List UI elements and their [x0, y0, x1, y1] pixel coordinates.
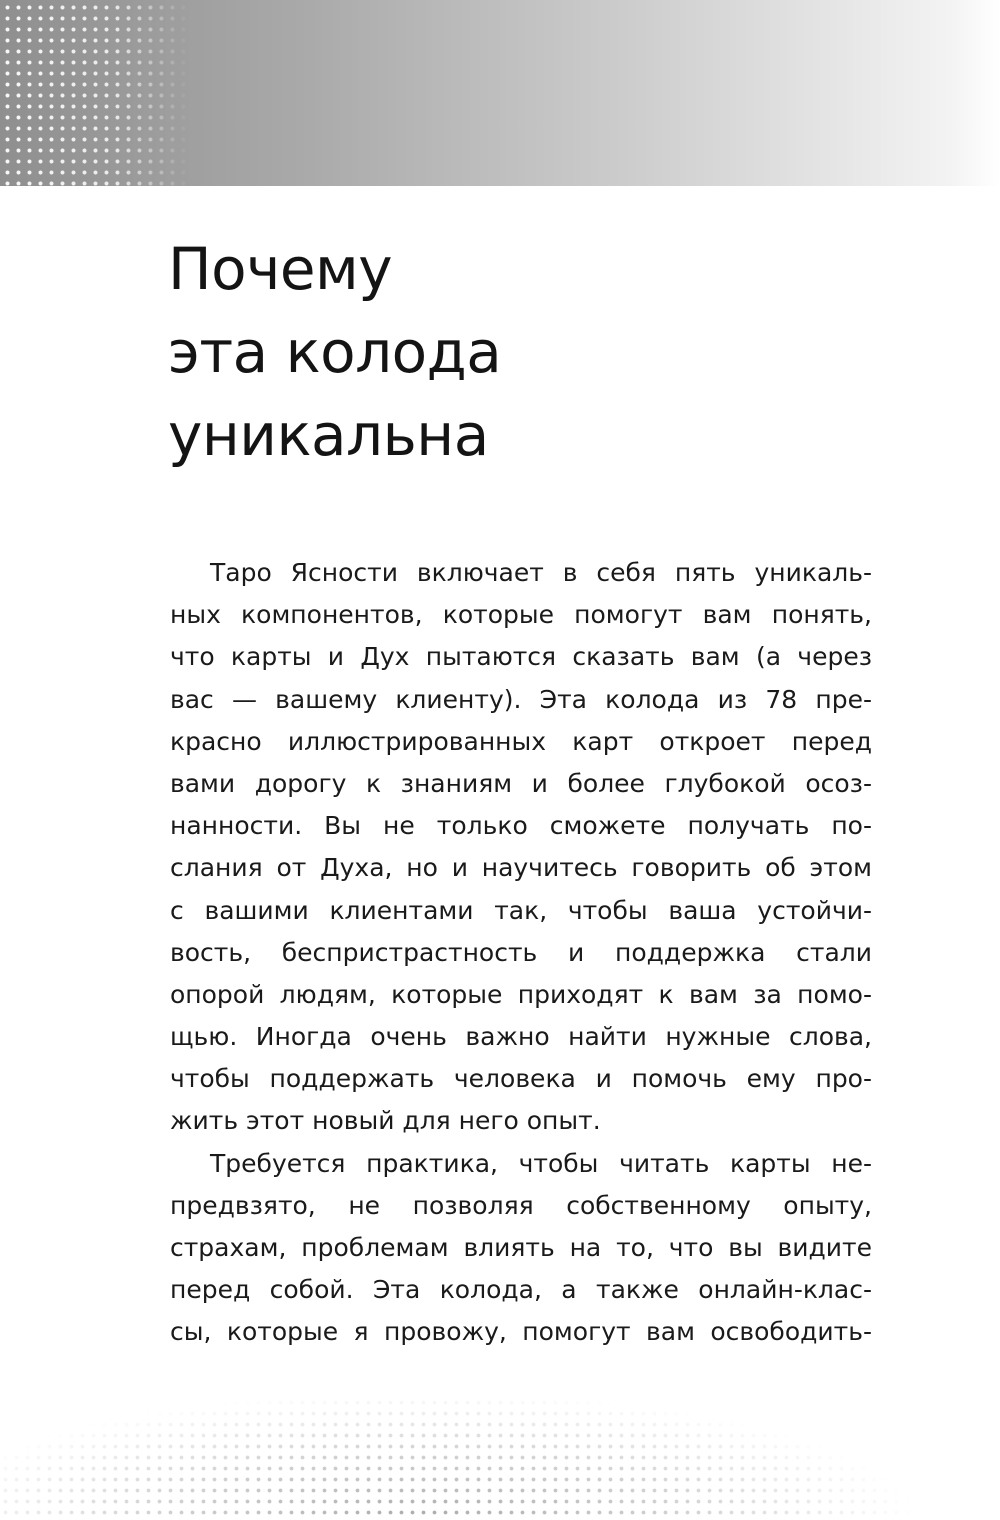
text-line: опорой людям, которые приходят к вам за помо- [170, 979, 872, 1009]
text-line: что карты и Дух пытаются сказать вам (а через [170, 642, 872, 672]
text-line: сы, которые я провожу, помогут вам освободить- [170, 1317, 872, 1347]
paragraph-2 [170, 1143, 872, 1354]
text-line: вами дорогу к знаниям и более глубокой осоз- [170, 768, 872, 798]
text-line: слания от Духа, но и научитесь говорить об этом [170, 853, 872, 883]
text-line: вость, беспристрастность и поддержка стали [170, 937, 872, 967]
text-line: Таро Ясности включает в себя пять уникаль- [210, 558, 872, 587]
text-line: нанности. Вы не только сможете получать по- [170, 811, 872, 841]
paragraph-1 [170, 552, 872, 1143]
chapter-title [168, 228, 888, 477]
body-text [170, 552, 872, 1354]
text-line: жить этот новый для него опыт. [170, 1106, 601, 1136]
text-line: с вашими клиентами так, чтобы ваша устойчи- [170, 895, 872, 925]
text-line: ных компонентов, которые помогут вам понять, [170, 600, 872, 630]
text-line: вас — вашему клиенту). Эта колода из 78 пре- [170, 684, 872, 714]
chapter-title-line: уникальна [168, 401, 489, 469]
text-line: чтобы поддержать человека и помочь ему про- [170, 1064, 872, 1094]
text-line: предвзято, не позволяя собственному опыту, [170, 1190, 872, 1220]
text-line: красно иллюстрированных карт откроет перед [170, 726, 872, 756]
text-line: Требуется практика, чтобы читать карты не- [210, 1148, 872, 1178]
footer-halftone-pattern [0, 1386, 1000, 1520]
chapter-title-line: эта колода [168, 318, 502, 386]
text-line: перед собой. Эта колода, а также онлайн-клас- [170, 1275, 872, 1305]
chapter-title-line: Почему [168, 235, 393, 303]
text-line: страхам, проблемам влиять на то, что вы видите [170, 1233, 872, 1262]
text-line: щью. Иногда очень важно найти нужные слова, [170, 1022, 872, 1052]
header-halftone-pattern [0, 0, 190, 186]
